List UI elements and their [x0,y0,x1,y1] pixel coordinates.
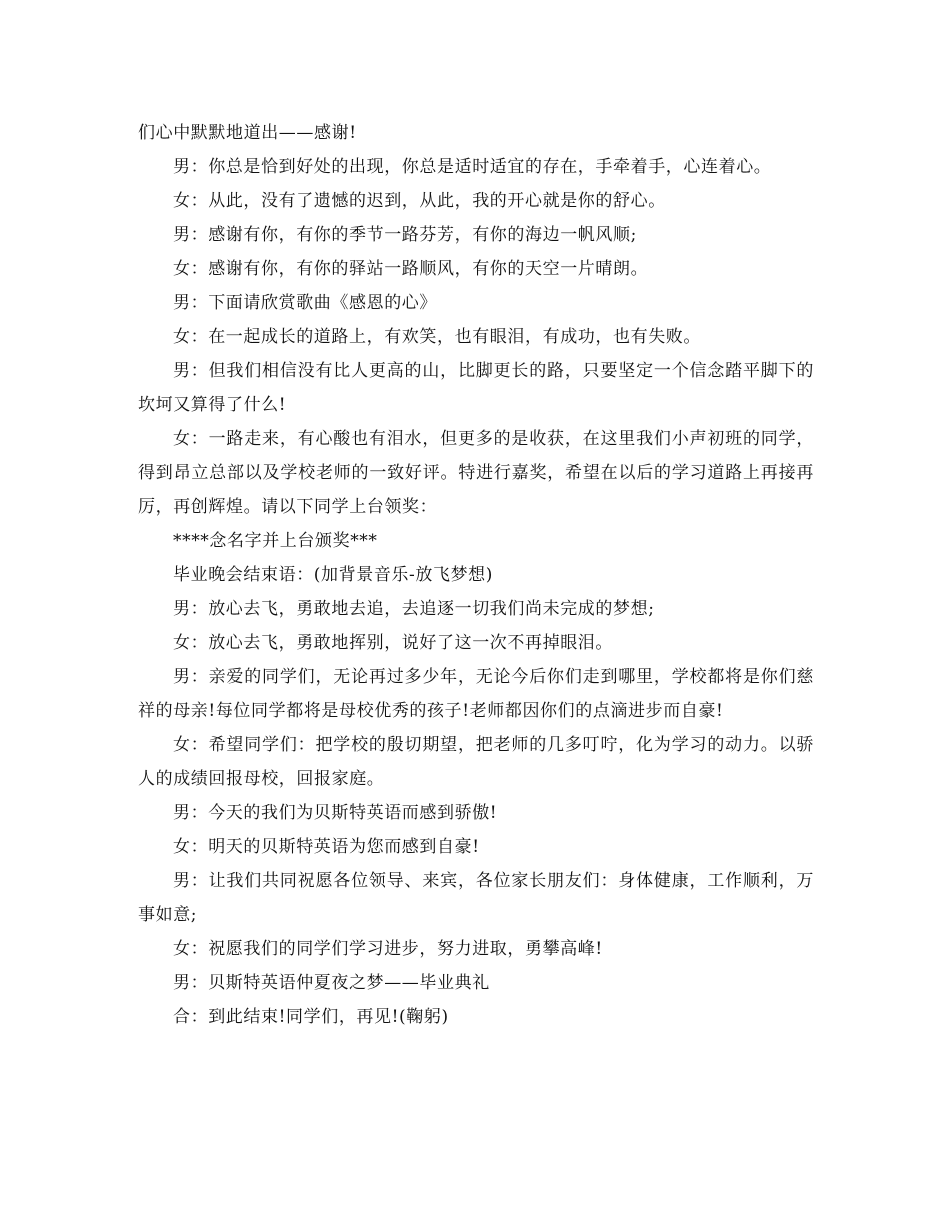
paragraph: 男：但我们相信没有比人更高的山，比脚更长的路，只要坚定一个信念踏平脚下的坎坷又算得了什么! [138,361,814,415]
paragraph: 女：祝愿我们的同学们学习进步，努力进取，勇攀高峰! [173,939,603,959]
paragraph: 男：亲爱的同学们，无论再过多少年，无论今后你们走到哪里，学校都将是你们慈祥的母亲!每位同学都将是母校优秀的孩子!老师都因你们的点滴进步而自豪! [138,667,814,721]
paragraph: 女：从此，没有了遗憾的迟到，从此，我的开心就是你的舒心。 [173,191,666,211]
paragraph: 女：希望同学们：把学校的殷切期望，把老师的几多叮咛，化为学习的动力。以骄人的成绩回报母校，回报家庭。 [138,735,814,789]
document-body [138,116,814,1034]
paragraph: 女：在一起成长的道路上，有欢笑，也有眼泪，有成功，也有失败。 [173,327,701,347]
paragraph: 合：到此结束!同学们，再见!(鞠躬) [173,1007,449,1027]
paragraph: 男：下面请欣赏歌曲《感恩的心》 [173,293,437,313]
paragraph: 女：一路走来，有心酸也有泪水，但更多的是收获，在这里我们小声初班的同学，得到昂立总部以及学校老师的一致好评。特进行嘉奖，希望在以后的学习道路上再接再厉，再创辉煌。请以下同学上台领奖： [138,429,814,517]
paragraph: 女：放心去飞，勇敢地挥别，说好了这一次不再掉眼泪。 [173,633,613,653]
paragraph: 们心中默默地道出——感谢! [138,123,357,143]
paragraph: ****念名字并上台颁奖*** [173,531,378,551]
paragraph: 男：贝斯特英语仲夏夜之梦——毕业典礼 [173,973,490,993]
paragraph: 男：放心去飞，勇敢地去追，去追逐一切我们尚未完成的梦想; [173,599,655,619]
paragraph: 男：今天的我们为贝斯特英语而感到骄傲! [173,803,498,823]
paragraph: 毕业晚会结束语：(加背景音乐-放飞梦想) [173,565,494,585]
paragraph: 男：感谢有你，有你的季节一路芬芳，有你的海边一帆风顺; [173,225,637,245]
paragraph: 女：感谢有你，有你的驿站一路顺风，有你的天空一片晴朗。 [173,259,649,279]
paragraph: 男：让我们共同祝愿各位领导、来宾，各位家长朋友们：身体健康，工作顺利，万事如意; [138,871,814,925]
paragraph: 女：明天的贝斯特英语为您而感到自豪! [173,837,480,857]
paragraph: 男：你总是恰到好处的出现，你总是适时适宜的存在，手牵着手，心连着心。 [173,157,772,177]
